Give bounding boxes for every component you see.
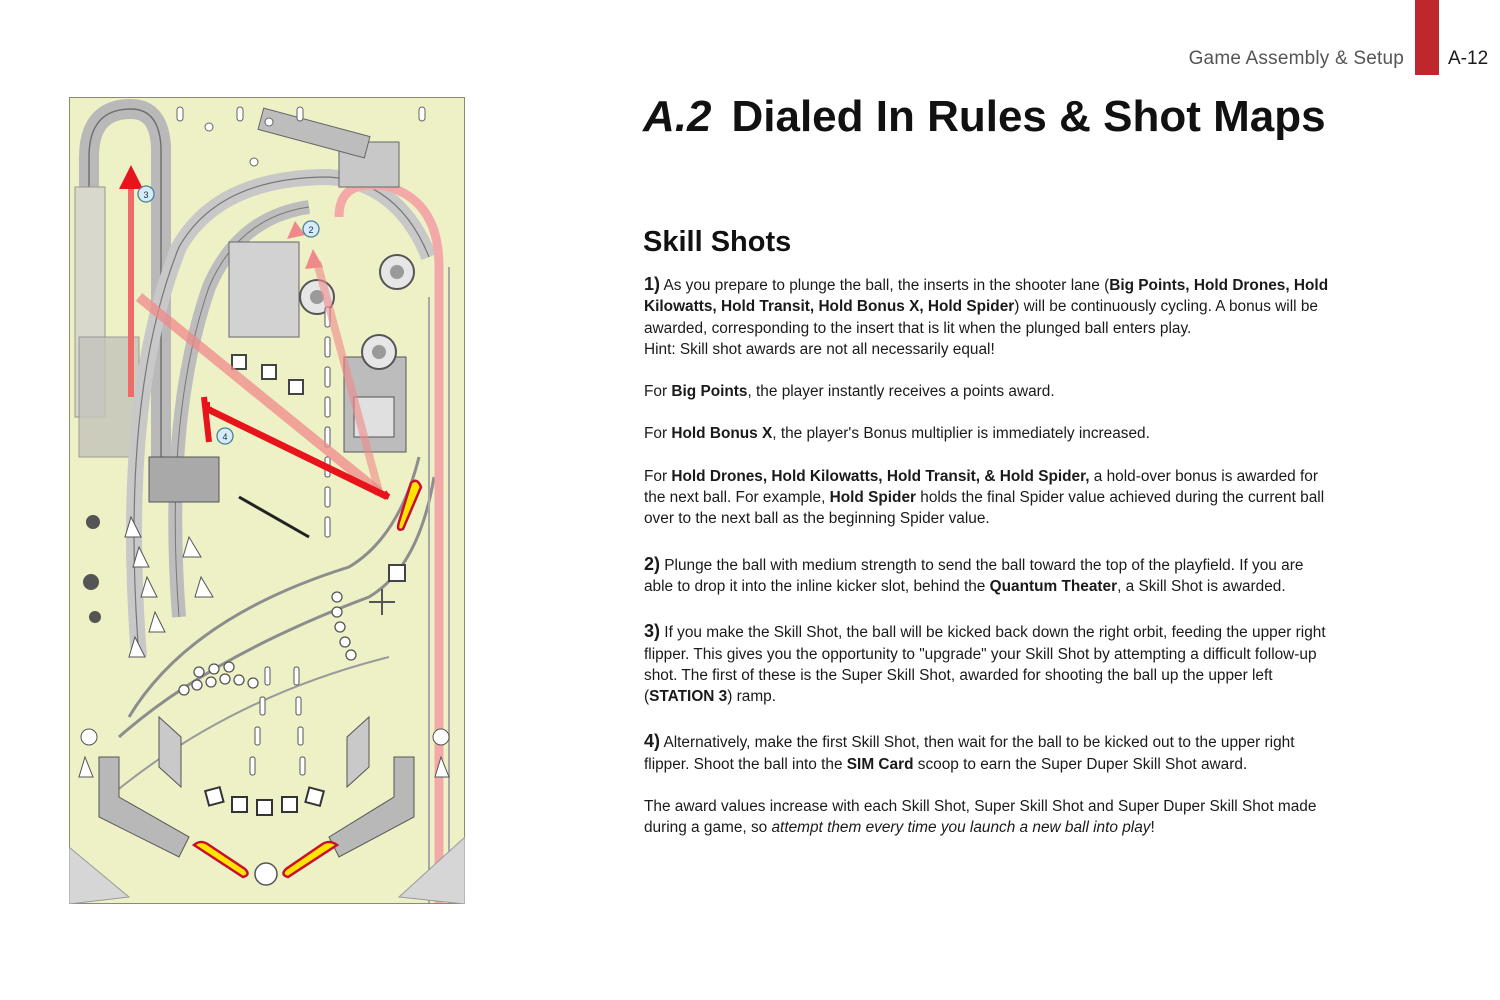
shot-marker-3 <box>138 186 154 202</box>
rule-hold-bonus <box>644 423 1334 444</box>
page-title <box>643 92 1326 142</box>
rule-emphasis: Hold Bonus X <box>671 425 773 443</box>
rule-emphasis: STATION 3 <box>649 688 728 706</box>
rule-italic: attempt them every time you launch a new ball into play <box>771 819 1151 837</box>
rule-text: Alternatively, make the first Skill Shot, then wait for the ball to be kicked out to the upper right flipper. Shoot the ball into the <box>644 734 1295 773</box>
rule-emphasis: SIM Card <box>846 755 914 773</box>
shot-marker-2 <box>303 221 319 237</box>
rule-text: As you prepare to plunge the ball, the inserts in the shooter lane ( <box>660 277 1110 294</box>
rule-4 <box>644 731 1334 775</box>
rule-text: If you make the Skill Shot, the ball will be kicked back down the right orbit, feeding the upper right flipper. This gives you the opportunity to "upgrade" your Skill Shot by attempting a difficult follow-up shot. The first of these is the Super Skill Shot, awarded for shooting the ball up the upper left ( <box>644 624 1326 706</box>
rule-final <box>644 796 1334 839</box>
rules-body <box>644 274 1334 860</box>
svg-text:2: 2 <box>308 225 314 235</box>
rule-emphasis: Hold Spider <box>829 489 917 507</box>
rule-text: The award values increase with each Skill Shot, Super Skill Shot and Super Duper Skill Shot made during a game, so <box>644 798 1317 837</box>
rule-text: a hold-over bonus is awarded for the next ball. For example, <box>644 467 1318 507</box>
rule-text: scoop to earn the Super Duper Skill Shot award. <box>913 755 1248 773</box>
rule-hold-over <box>644 466 1334 530</box>
section-accent-bar <box>1415 0 1439 75</box>
rule-text: For <box>644 467 672 485</box>
rule-text: , the player's Bonus multiplier is immediately increased. <box>772 425 1150 443</box>
rule-text: holds the final Spider value achieved during the current ball over to the next ball as the beginning Spider value. <box>644 489 1325 528</box>
rule-text: ) will be continuously cycling. A bonus will be awarded, corresponding to the insert that is lit when the plunged ball enters play. <box>644 298 1318 337</box>
rule-text: ! <box>1150 819 1155 837</box>
rule-big-points <box>644 381 1334 402</box>
title-number: A.2 <box>643 92 712 141</box>
rule-emphasis: Big Points <box>671 383 748 401</box>
title-text: Dialed In Rules & Shot Maps <box>731 92 1326 141</box>
rule-1-hint: Hint: Skill shot awards are not all necessarily equal! <box>644 340 995 358</box>
shot-marker-4 <box>217 428 233 444</box>
rule-text: ) ramp. <box>727 688 776 706</box>
section-heading: Skill Shots <box>643 226 792 258</box>
rule-2 <box>644 554 1334 598</box>
rule-text: , the player instantly receives a points award. <box>747 383 1055 401</box>
rule-emphasis: Quantum Theater <box>989 577 1118 595</box>
rule-emphasis: Hold Drones, Hold Kilowatts, Hold Transit, & Hold Spider, <box>671 467 1090 485</box>
rule-number: 4) <box>644 731 661 752</box>
rule-number: 1) <box>644 274 661 294</box>
rule-text: For <box>644 425 672 443</box>
rule-text: For <box>644 383 672 401</box>
rule-1 <box>644 274 1334 339</box>
rule-number: 3) <box>644 621 661 642</box>
section-name: Game Assembly & Setup <box>1188 48 1404 69</box>
svg-text:3: 3 <box>143 190 149 200</box>
rule-text: Plunge the ball with medium strength to send the ball toward the top of the playfield. If you are able to drop it into the inline kicker slot, behind the <box>644 556 1304 595</box>
rule-3 <box>644 621 1334 707</box>
rule-emphasis: Big Points, Hold Drones, Hold Kilowatts, Hold Transit, Hold Bonus X, Hold Spider <box>644 277 1329 316</box>
svg-text:4: 4 <box>222 432 228 442</box>
playfield-shot-map <box>69 97 465 904</box>
rule-number: 2) <box>644 553 661 574</box>
rule-text: , a Skill Shot is awarded. <box>1117 577 1286 595</box>
page-number: A-12 <box>1448 48 1489 69</box>
